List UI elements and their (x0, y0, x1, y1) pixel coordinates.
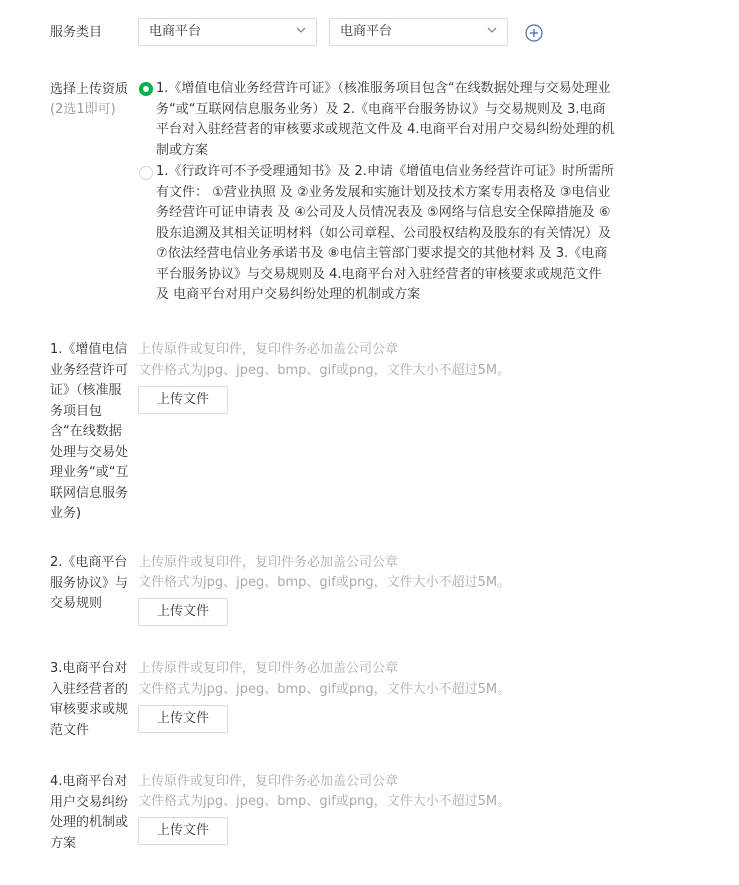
upload-2-hint-1: 上传原件或复印件，复印件务必加盖公司公章 (138, 555, 399, 570)
select-1-value: 电商平台 (149, 24, 202, 39)
upload-1-label: 1.《增值电信业务经营许可证》（核准服务项目包含“在线数据处理与交易处理业务“或“互联网信息服务业务) (50, 342, 129, 521)
chevron-down-icon (486, 24, 498, 36)
service-category-select-1[interactable] (138, 18, 317, 46)
chevron-down-icon (295, 24, 307, 36)
upload-2-label: 2.《电商平台服务协议》与交易规则 (50, 555, 129, 611)
qualification-option-1-radio[interactable] (139, 82, 153, 96)
upload-1-hint-1: 上传原件或复印件，复印件务必加盖公司公章 (138, 342, 399, 357)
upload-1-button[interactable]: 上传文件 (138, 386, 228, 414)
upload-4-hint-2: 文件格式为jpg、jpeg、bmp、gif或png，文件大小不超过5M。 (138, 794, 511, 809)
upload-4-label: 4.电商平台对用户交易纠纷处理的机制或方案 (50, 774, 129, 851)
qualification-label: 选择上传资质 (50, 82, 129, 97)
plus-circle-icon[interactable] (525, 24, 543, 42)
qualification-sublabel: (2选1即可) (50, 102, 116, 117)
upload-2-hint-2: 文件格式为jpg、jpeg、bmp、gif或png，文件大小不超过5M。 (138, 575, 511, 590)
select-2-value: 电商平台 (340, 24, 393, 39)
upload-4-hint-1: 上传原件或复印件，复印件务必加盖公司公章 (138, 774, 399, 789)
qualification-option-2-radio[interactable] (139, 166, 153, 180)
upload-1-hint-2: 文件格式为jpg、jpeg、bmp、gif或png，文件大小不超过5M。 (138, 363, 511, 378)
upload-4-button[interactable]: 上传文件 (138, 817, 228, 845)
qualification-option-1-text[interactable]: 1.《增值电信业务经营许可证》（核准服务项目包含“在线数据处理与交易处理业务“或“互联网信息服务业务）及 2.《电商平台服务协议》与交易规则及 3.电商平台对入驻经营者的审核要求或规范文件及 4.电商平台对用户交易纠纷处理的机制或方案 (156, 81, 615, 158)
service-category-label: 服务类目 (50, 25, 103, 40)
upload-3-button[interactable]: 上传文件 (138, 705, 228, 733)
service-category-select-2[interactable] (329, 18, 508, 46)
upload-3-hint-1: 上传原件或复印件，复印件务必加盖公司公章 (138, 661, 399, 676)
upload-3-label: 3.电商平台对入驻经营者的审核要求或规范文件 (50, 661, 129, 738)
upload-2-button[interactable]: 上传文件 (138, 598, 228, 626)
upload-3-hint-2: 文件格式为jpg、jpeg、bmp、gif或png，文件大小不超过5M。 (138, 682, 511, 697)
qualification-option-2-text[interactable]: 1.《行政许可不予受理通知书》及 2.申请《增值电信业务经营许可证》时所需所有文件： ①营业执照 及 ②业务发展和实施计划及技术方案专用表格及 ③电信业务经营许可证申请表 及 ④公司及人员情况表及 ⑤网络与信息安全保障措施及 ⑥股东追溯及其相关证明材料（如公司章程、公司股权结构及股东的有关情况）及 ⑦依法经营电信业务承诺书及 ⑧电信主管部门要求提交的其他材料 及 3.《电商平台服务协议》与交易规则及 4.电商平台对入驻经营者的审核要求或规范文件 及 电商平台对用户交易纠纷处理的机制或方案 (156, 164, 614, 302)
